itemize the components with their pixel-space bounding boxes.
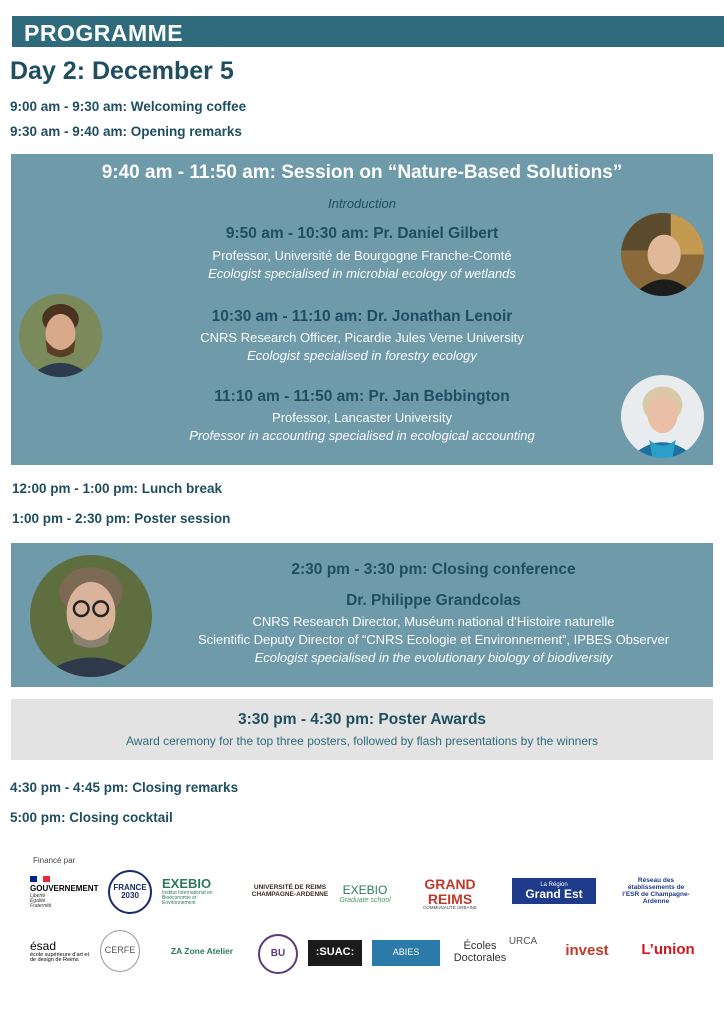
closing-speaker-role: CNRS Research Director, Muséum national d’Histoire naturelle — [252, 614, 615, 629]
logo-bu: BU — [258, 934, 298, 974]
speaker-bebbington-title: 11:10 am - 11:50 am: Pr. Jan Bebbington — [214, 388, 510, 405]
poster-awards — [11, 699, 713, 760]
logo-exebio-graduate-school: EXEBIO Graduate school — [339, 883, 391, 904]
schedule-item: 9:30 am - 9:40 am: Opening remarks — [10, 124, 242, 139]
french-flag-icon — [30, 876, 50, 882]
logo-reseau-esr: Réseau des établissements de l’ESR de Champagne-Ardenne — [622, 877, 690, 905]
programme-banner — [12, 16, 724, 47]
logo-universite-reims: UNIVERSITÉ DE REIMS CHAMPAGNE-ARDENNE — [251, 884, 329, 898]
logo-grand-reims: GRAND REIMS COMMUNAUTÉ URBAINE — [422, 875, 477, 911]
schedule-item: 12:00 pm - 1:00 pm: Lunch break — [12, 481, 223, 496]
logo-ecoles-doctorales: Écoles Doctorales — [453, 940, 507, 964]
closing-conference-title: 2:30 pm - 3:30 pm: Closing conference — [291, 561, 576, 578]
speaker-gilbert-title: 9:50 am - 10:30 am: Pr. Daniel Gilbert — [225, 225, 499, 242]
day-title: Day 2: December 5 — [10, 57, 234, 85]
logo-urca: URCA — [508, 935, 538, 947]
speaker-bebbington-specialty: Professor in accounting specialised in ecological accounting — [189, 428, 535, 443]
awards-title: 3:30 pm - 4:30 pm: Poster Awards — [237, 711, 487, 728]
session-title: 9:40 am - 11:50 am: Session on “Nature-Based Solutions” — [101, 162, 623, 183]
closing-speaker-name: Dr. Philippe Grandcolas — [346, 592, 521, 609]
logo-france-2030: FRANCE 2030 — [108, 870, 152, 914]
speaker-gilbert-photo — [621, 213, 704, 296]
awards-description: Award ceremony for the top three posters, followed by flash presentations by the winners — [125, 734, 599, 748]
logo-cerfe: CERFE — [100, 930, 140, 972]
logo-suac: :SUAC: — [308, 940, 362, 966]
logo-exebio-institut: EXEBIO Institut International en Bioéconomie et Environnement — [162, 876, 213, 907]
speaker-gilbert-role: Professor, Université de Bourgogne Franche-Comté — [212, 248, 512, 263]
funded-by-label: Financé par — [33, 856, 76, 865]
logo-region-grand-est: La Région Grand Est — [512, 878, 596, 904]
schedule-item: 9:00 am - 9:30 am: Welcoming coffee — [10, 99, 247, 114]
logo-esad: ésad école supérieure d’art et de design de Reims — [30, 938, 90, 964]
logo-l-union: L’union — [641, 941, 695, 959]
banner-title: PROGRAMME — [24, 20, 184, 46]
speaker-lenoir-role: CNRS Research Officer, Picardie Jules Verne University — [200, 330, 524, 345]
speaker-lenoir-photo — [19, 294, 102, 377]
logo-invest: invest — [565, 942, 609, 960]
speaker-grandcolas-photo — [30, 555, 152, 677]
schedule-item: 1:00 pm - 2:30 pm: Poster session — [12, 511, 231, 526]
closing-speaker-specialty: Ecologist specialised in the evolutionary biology of biodiversity — [254, 650, 613, 665]
sponsor-logos — [0, 850, 724, 1024]
logo-ecole-abies: ABIES — [372, 940, 440, 966]
speaker-bebbington-role: Professor, Lancaster University — [272, 410, 452, 425]
speaker-lenoir-specialty: Ecologist specialised in forestry ecology — [247, 348, 477, 363]
closing-speaker-role2: Scientific Deputy Director of “CNRS Ecologie et Environnement”, IPBES Observer — [197, 632, 670, 647]
logo-zone-atelier: ZA Zone Atelier — [170, 945, 234, 956]
speaker-gilbert-specialty: Ecologist specialised in microbial ecology of wetlands — [208, 266, 516, 281]
session-intro: Introduction — [328, 196, 396, 211]
speaker-lenoir-title: 10:30 am - 11:10 am: Dr. Jonathan Lenoir — [211, 308, 513, 325]
schedule-item: 5:00 pm: Closing cocktail — [10, 810, 173, 825]
logo-gouvernement: GOUVERNEMENT Liberté Égalité Fraternité — [30, 872, 106, 914]
schedule-item: 4:30 pm - 4:45 pm: Closing remarks — [10, 780, 239, 795]
session-nature-based-solutions — [11, 154, 713, 465]
speaker-bebbington-photo — [621, 375, 704, 458]
